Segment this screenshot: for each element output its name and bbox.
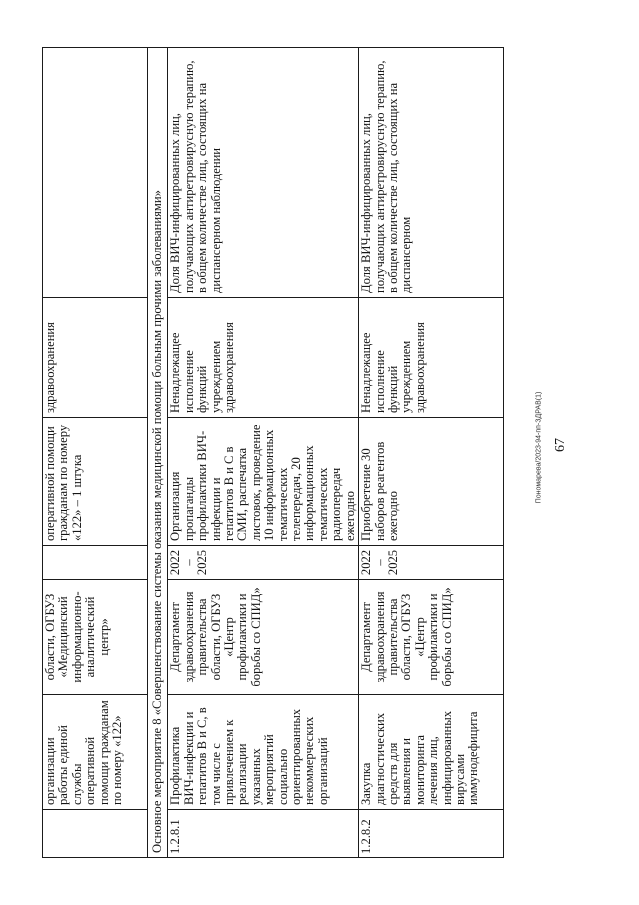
row-number: 1.2.8.1 — [167, 809, 358, 857]
expected-result: Организация пропаганды профилактики ВИЧ-инфекции и гепатитов В и С в СМИ, распечатка листовок, проведение 10 информационных тематических телепередач, 20 информационных тематических радиопередач ежегодно — [167, 417, 358, 545]
measure-name: организации работы единой службы оперативной помощи гражданам по номеру «122» — [42, 694, 147, 809]
expected-result: оперативной помощи гражданам по номеру «122» – 1 штука — [42, 417, 147, 545]
years — [42, 545, 147, 579]
measure-name: Закупка диагностических средств для выявления и мониторинга лечения лиц, инфицированных вирусами иммунодефицита — [358, 694, 503, 809]
years — [358, 545, 503, 579]
executor: Департамент здравоохранения правительства области, ОГБУЗ «Центр профилактики и борьбы со СПИД» — [358, 579, 503, 694]
years — [167, 545, 358, 579]
program-table — [42, 47, 504, 858]
executor: Департамент здравоохранения правительства области, ОГБУЗ «Центр профилактики и борьбы со СПИД» — [167, 579, 358, 694]
page-number: 67 — [553, 438, 568, 452]
year-start: 2022 — [167, 549, 182, 575]
year-end: 2025 — [194, 549, 209, 575]
indicator: Доля ВИЧ-инфицированных лиц, получающих антиретровирусную терапию, в общем количестве лиц, состоящих на диспансерном — [358, 47, 503, 297]
year-dash: – — [181, 558, 196, 566]
section-title: Основное мероприятие 8 «Совершенствование системы оказания медицинской помощи больным прочими заболеваниями» — [147, 47, 167, 857]
year-start: 2022 — [358, 549, 373, 575]
table-row — [167, 47, 358, 857]
table-row — [42, 47, 147, 857]
consequence: Ненадлежащее исполнение функций учреждением здравоохранения — [167, 297, 358, 417]
measure-name: Профилактика ВИЧ-инфекции и гепатитов В и С, в том числе с привлечением к реализации указанных мероприятий социально ориентированных некоммерческих организаций — [167, 694, 358, 809]
table-row — [358, 47, 503, 857]
section-row — [147, 47, 167, 857]
indicator — [42, 47, 147, 297]
year-dash: – — [372, 558, 386, 566]
executor: области, ОГБУЗ «Медицинский информационно-аналитический центр» — [42, 579, 147, 694]
table-container — [42, 48, 598, 858]
row-number: 1.2.8.2 — [358, 809, 503, 857]
footer-code: Пономарева/2023-94-пп-ЗДРАВ(1) — [535, 391, 543, 504]
indicator: Доля ВИЧ-инфицированных лиц, получающих антиретровирусную терапию, в общем количестве лиц, состоящих на диспансерном наблюдении — [167, 47, 358, 297]
year-end: 2025 — [385, 549, 400, 575]
consequence: здравоохранения — [42, 297, 147, 417]
expected-result: Приобретение 30 наборов реагентов ежегодно — [358, 417, 503, 545]
row-number — [42, 809, 147, 857]
consequence: Ненадлежащее исполнение функций учреждением здравоохранения — [358, 297, 503, 417]
